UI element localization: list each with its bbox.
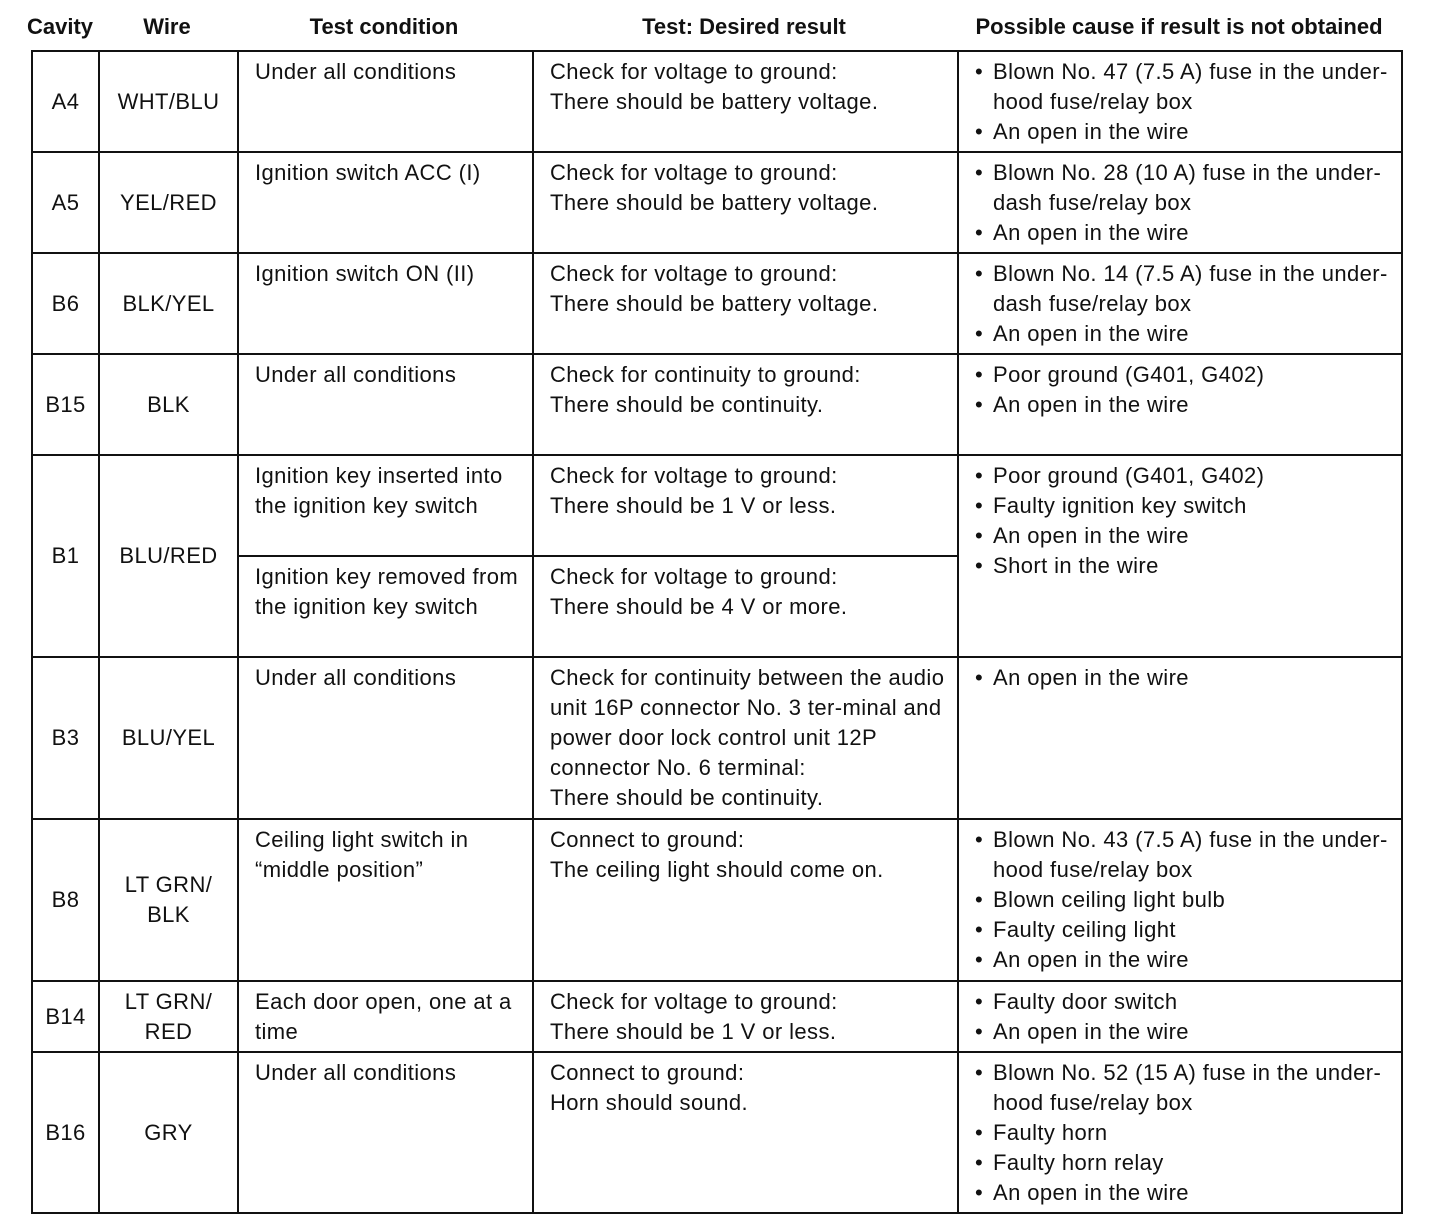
wire-cell — [99, 51, 238, 152]
test-condition-cell — [238, 354, 533, 455]
cause-item: • Faulty horn relay — [975, 1148, 1391, 1178]
header-cavity: Cavity — [27, 14, 94, 39]
text-line: There should be battery voltage. — [550, 190, 879, 215]
text-line: Ignition key removed from the ignition key switch — [255, 564, 519, 619]
wire-cell — [99, 657, 238, 819]
cause-item: • An open in the wire — [975, 390, 1391, 420]
text-line: BLK — [147, 391, 190, 417]
text-line: Check for continuity between the audio unit 16P connector No. 3 ter-minal and power door lock control unit 12P connector No. 6 terminal: — [550, 665, 945, 780]
text-line: BLU/YEL — [121, 725, 216, 750]
cause-item: • An open in the wire — [975, 663, 1391, 693]
text-line: Connect to ground: — [550, 1060, 745, 1085]
text-line: BLU/RED — [119, 543, 218, 568]
text-line: There should be 1 V or less. — [550, 493, 837, 518]
header-test-condition: Test condition — [309, 14, 459, 39]
possible-cause-cell — [958, 657, 1402, 819]
cause-list — [975, 825, 1391, 975]
cause-list — [975, 360, 1391, 420]
text-line: Check for continuity to ground: — [550, 362, 861, 387]
possible-cause-cell — [958, 253, 1402, 354]
text-line: Check for voltage to ground: — [550, 261, 838, 286]
table-row — [32, 819, 1402, 981]
cause-item: • Faulty ignition key switch — [975, 491, 1391, 521]
test-condition-cell — [238, 981, 533, 1052]
cause-item: • Faulty horn — [975, 1118, 1391, 1148]
wire-cell — [99, 354, 238, 455]
cause-list — [975, 663, 1391, 693]
text-line: Ceiling light switch in “middle position” — [255, 827, 469, 882]
wire-cell — [99, 819, 238, 981]
cavity-cell: B1 — [32, 455, 99, 657]
desired-result-cell — [533, 51, 958, 152]
text-line: There should be 1 V or less. — [550, 1019, 837, 1044]
text-line: There should be 4 V or more. — [550, 594, 848, 619]
desired-result-cell — [533, 1052, 958, 1213]
cause-item: • Faulty door switch — [975, 987, 1391, 1017]
text-line: There should be continuity. — [550, 785, 824, 810]
table-row — [32, 1052, 1402, 1213]
text-line: Under all conditions — [255, 362, 457, 387]
wire-cell — [99, 152, 238, 253]
table-row — [32, 354, 1402, 455]
test-condition-cell — [238, 1052, 533, 1213]
desired-result-cell — [533, 253, 958, 354]
test-condition-cell — [238, 556, 533, 657]
cause-item: • Poor ground (G401, G402) — [975, 360, 1391, 390]
text-line: Check for voltage to ground: — [550, 564, 838, 589]
text-line: BLK/YEL — [122, 290, 215, 316]
cause-item: • Poor ground (G401, G402) — [975, 461, 1391, 491]
possible-cause-cell — [958, 354, 1402, 455]
cause-item: • An open in the wire — [975, 521, 1391, 551]
test-condition-cell — [238, 819, 533, 981]
cause-item: • An open in the wire — [975, 1017, 1391, 1047]
text-line: There should be battery voltage. — [550, 89, 879, 114]
test-condition-cell — [238, 657, 533, 819]
cause-list — [975, 987, 1391, 1047]
cause-item: • Faulty ceiling light — [975, 915, 1391, 945]
cause-item: • An open in the wire — [975, 319, 1391, 349]
table-row — [32, 981, 1402, 1052]
text-line: Check for voltage to ground: — [550, 59, 838, 84]
table-row — [32, 152, 1402, 253]
text-line: Each door open, one at a time — [255, 989, 512, 1044]
cause-item: • Blown No. 43 (7.5 A) fuse in the under-hood fuse/relay box — [975, 825, 1391, 885]
cause-item: • An open in the wire — [975, 1178, 1391, 1208]
text-line: YEL/RED — [120, 189, 217, 215]
text-line: Connect to ground: — [550, 827, 745, 852]
header-possible-cause: Possible cause if result is not obtained — [975, 14, 1383, 39]
desired-result-cell — [533, 455, 958, 556]
desired-result-cell — [533, 981, 958, 1052]
wire-cell — [99, 1052, 238, 1213]
possible-cause-cell — [958, 819, 1402, 981]
table-row — [32, 455, 1402, 556]
possible-cause-cell — [958, 51, 1402, 152]
cause-list — [975, 158, 1391, 248]
cause-list — [975, 461, 1391, 581]
text-line: Under all conditions — [255, 59, 457, 84]
text-line: Under all conditions — [255, 665, 457, 690]
text-line: RED — [144, 1018, 193, 1044]
cavity-cell: B14 — [32, 981, 99, 1052]
test-condition-cell — [238, 152, 533, 253]
desired-result-cell — [533, 354, 958, 455]
cause-item: • An open in the wire — [975, 945, 1391, 975]
cause-item: • Short in the wire — [975, 551, 1391, 581]
wire-cell — [99, 981, 238, 1052]
possible-cause-cell — [958, 1052, 1402, 1213]
text-line: BLK — [147, 902, 190, 927]
cause-item: • Blown No. 47 (7.5 A) fuse in the under-hood fuse/relay box — [975, 57, 1391, 117]
text-line: WHT/BLU — [117, 88, 220, 114]
text-line: LT GRN/ — [124, 872, 213, 897]
table-row — [32, 51, 1402, 152]
cause-list — [975, 1058, 1391, 1208]
header-desired-result: Test: Desired result — [642, 14, 846, 39]
text-line: Ignition switch ON (II) — [255, 261, 475, 286]
cavity-cell: B8 — [32, 819, 99, 981]
test-condition-cell — [238, 455, 533, 556]
table-row — [32, 657, 1402, 819]
cavity-cell: B3 — [32, 657, 99, 819]
possible-cause-cell — [958, 455, 1402, 657]
text-line: Under all conditions — [255, 1060, 457, 1085]
desired-result-cell — [533, 819, 958, 981]
text-line: Ignition switch ACC (I) — [255, 160, 481, 185]
cause-item: • An open in the wire — [975, 218, 1391, 248]
cavity-cell: A5 — [32, 152, 99, 253]
cavity-cell: B15 — [32, 354, 99, 455]
text-line: Ignition key inserted into the ignition key switch — [255, 463, 503, 518]
cause-item: • Blown No. 28 (10 A) fuse in the under-dash fuse/relay box — [975, 158, 1391, 218]
table-body — [32, 51, 1402, 1213]
test-condition-cell — [238, 253, 533, 354]
text-line: LT GRN/ — [124, 988, 213, 1014]
wire-cell — [99, 455, 238, 657]
cavity-test-table — [31, 50, 1403, 1214]
cause-list — [975, 259, 1391, 349]
test-condition-cell — [238, 51, 533, 152]
possible-cause-cell — [958, 981, 1402, 1052]
cavity-cell: B6 — [32, 253, 99, 354]
cause-item: • Blown No. 14 (7.5 A) fuse in the under-dash fuse/relay box — [975, 259, 1391, 319]
cavity-cell: A4 — [32, 51, 99, 152]
table-row — [32, 253, 1402, 354]
desired-result-cell — [533, 657, 958, 819]
cause-item: • Blown ceiling light bulb — [975, 885, 1391, 915]
text-line: There should be battery voltage. — [550, 291, 879, 316]
text-line: GRY — [144, 1119, 193, 1145]
text-line: The ceiling light should come on. — [550, 857, 884, 882]
desired-result-cell — [533, 152, 958, 253]
text-line: There should be continuity. — [550, 392, 824, 417]
text-line: Check for voltage to ground: — [550, 989, 838, 1014]
wire-cell — [99, 253, 238, 354]
text-line: Check for voltage to ground: — [550, 160, 838, 185]
text-line: Check for voltage to ground: — [550, 463, 838, 488]
possible-cause-cell — [958, 152, 1402, 253]
cause-item: • An open in the wire — [975, 117, 1391, 147]
cause-item: • Blown No. 52 (15 A) fuse in the under-hood fuse/relay box — [975, 1058, 1391, 1118]
cause-list — [975, 57, 1391, 147]
header-wire: Wire — [143, 14, 191, 39]
cavity-cell: B16 — [32, 1052, 99, 1213]
desired-result-cell — [533, 556, 958, 657]
text-line: Horn should sound. — [550, 1090, 748, 1115]
